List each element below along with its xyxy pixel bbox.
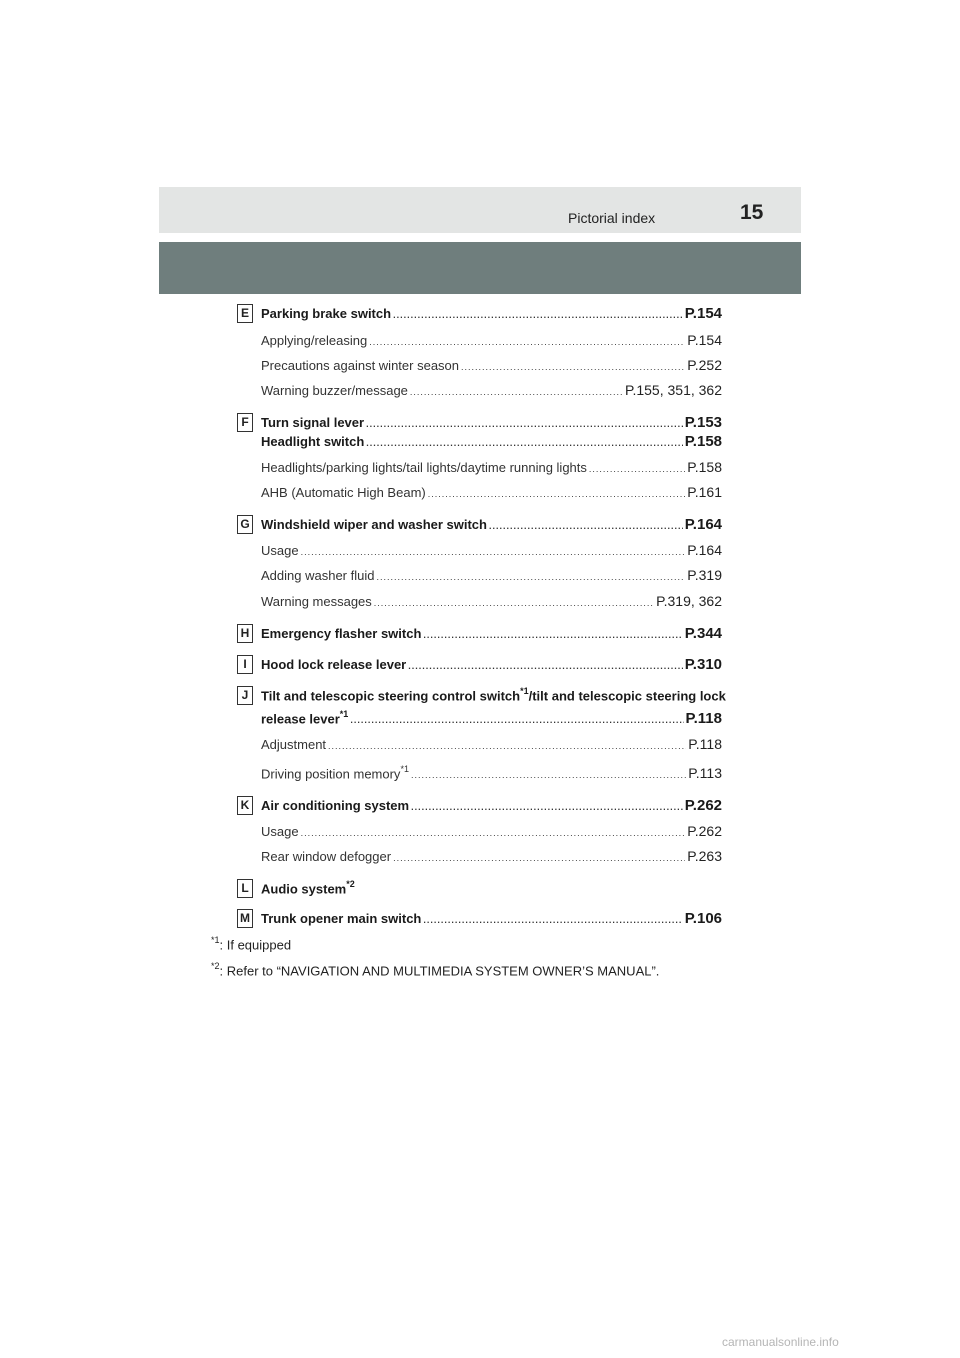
section-letter-h: H (237, 624, 253, 643)
page-ref[interactable]: P.161 (687, 484, 722, 500)
index-subentry[interactable]: Adjustment ..... P.118 (261, 736, 722, 752)
index-entry-air-conditioning-system[interactable]: Air conditioning system ..... P.262 (261, 797, 722, 814)
index-entry-trunk-opener-main-switch[interactable]: Trunk opener main switch ..... P.106 (261, 910, 722, 927)
footnote-marker: *1 (400, 764, 409, 774)
section-letter-m: M (237, 909, 253, 928)
index-entry-parking-brake-switch[interactable]: Parking brake switch ..... P.154 (261, 305, 722, 322)
index-entry-steering-lock-release-lever[interactable]: release lever$^{*1}$ ..... P.118 (261, 710, 722, 727)
footnote-marker: *1 (339, 709, 349, 719)
page-ref[interactable]: P.153 (684, 414, 722, 431)
index-subentry[interactable]: Warning messages ..... P.319, 362 (261, 593, 722, 609)
index-subentry[interactable]: Applying/releasing ..... P.154 (261, 332, 722, 348)
watermark: carmanualsonline.info (722, 1335, 839, 1349)
page-ref[interactable]: P.158 (684, 433, 722, 450)
section-letter-k: K (237, 796, 253, 815)
page-ref[interactable]: P.310 (684, 656, 722, 673)
index-subentry[interactable]: Warning buzzer/message ..... P.155, 351, 362 (261, 382, 722, 398)
page-ref[interactable]: P.154 (684, 305, 722, 322)
index-entry-audio-system[interactable]: Audio system$^{*2}$ (261, 879, 355, 897)
index-entry-windshield-wiper-switch[interactable]: Windshield wiper and washer switch ..... P.164 (261, 516, 722, 533)
header-band (159, 187, 801, 233)
section-letter-l: L (237, 879, 253, 898)
index-subentry[interactable]: Usage ..... P.262 (261, 823, 722, 839)
section-letter-i: I (237, 655, 253, 674)
index-entry-hood-lock-release-lever[interactable]: Hood lock release lever ..... P.310 (261, 656, 722, 673)
footnote-1: $^{*1}$: If equipped (211, 935, 292, 953)
page-ref[interactable]: P.252 (687, 357, 722, 373)
page-ref[interactable]: P.164 (684, 516, 722, 533)
page-ref[interactable]: P.164 (687, 542, 722, 558)
page-ref[interactable]: P.118 (685, 710, 722, 728)
index-subentry[interactable]: Headlights/parking lights/tail lights/daytime running lights ..... P.158 (261, 459, 722, 475)
footnote-marker: *2 (346, 879, 355, 889)
page-ref[interactable]: P.158 (687, 459, 722, 475)
page-ref[interactable]: P.319 (687, 567, 722, 583)
section-letter-g: G (237, 515, 253, 534)
index-entry-headlight-switch[interactable]: Headlight switch ..... P.158 (261, 433, 722, 450)
page-number: 15 (740, 201, 764, 224)
page-ref[interactable]: P.262 (684, 797, 722, 814)
section-letter-f: F (237, 413, 253, 432)
page-ref[interactable]: P.344 (684, 625, 722, 642)
section-letter-e: E (237, 304, 253, 323)
section-banner (159, 242, 801, 294)
index-subentry[interactable]: Precautions against winter season ..... P.252 (261, 357, 722, 373)
footnote-2: $^{*2}$: Refer to “NAVIGATION AND MULTIMEDIA SYSTEM OWNER’S MANUAL”. (211, 961, 660, 979)
section-letter-j: J (237, 686, 253, 705)
page-ref[interactable]: P.263 (687, 848, 722, 864)
page-ref[interactable]: P.106 (684, 910, 722, 927)
index-subentry[interactable]: AHB (Automatic High Beam) ..... P.161 (261, 484, 722, 500)
index-subentry[interactable]: Adding washer fluid ..... P.319 (261, 567, 722, 583)
page-ref[interactable]: P.262 (687, 823, 722, 839)
footnote-marker: *1 (520, 686, 529, 696)
page-ref[interactable]: P.118 (688, 736, 722, 752)
index-subentry[interactable]: Rear window defogger ..... P.263 (261, 848, 722, 864)
index-entry-tilt-telescopic-steering[interactable]: Tilt and telescopic steering control switch$^{*1}$/tilt and telescopic steering lock (261, 686, 726, 704)
index-subentry[interactable]: Driving position memory$^{*1}$ ..... P.113 (261, 765, 722, 781)
page-ref[interactable]: P.154 (687, 332, 722, 348)
page-ref[interactable]: P.113 (688, 765, 722, 782)
page-header-title: Pictorial index (568, 210, 656, 226)
index-entry-emergency-flasher-switch[interactable]: Emergency flasher switch ..... P.344 (261, 625, 722, 642)
page-ref[interactable]: P.155, 351, 362 (624, 382, 722, 398)
page-ref[interactable]: P.319, 362 (656, 593, 722, 609)
index-entry-turn-signal-lever[interactable]: Turn signal lever ..... P.153 (261, 414, 722, 431)
index-subentry[interactable]: Usage ..... P.164 (261, 542, 722, 558)
